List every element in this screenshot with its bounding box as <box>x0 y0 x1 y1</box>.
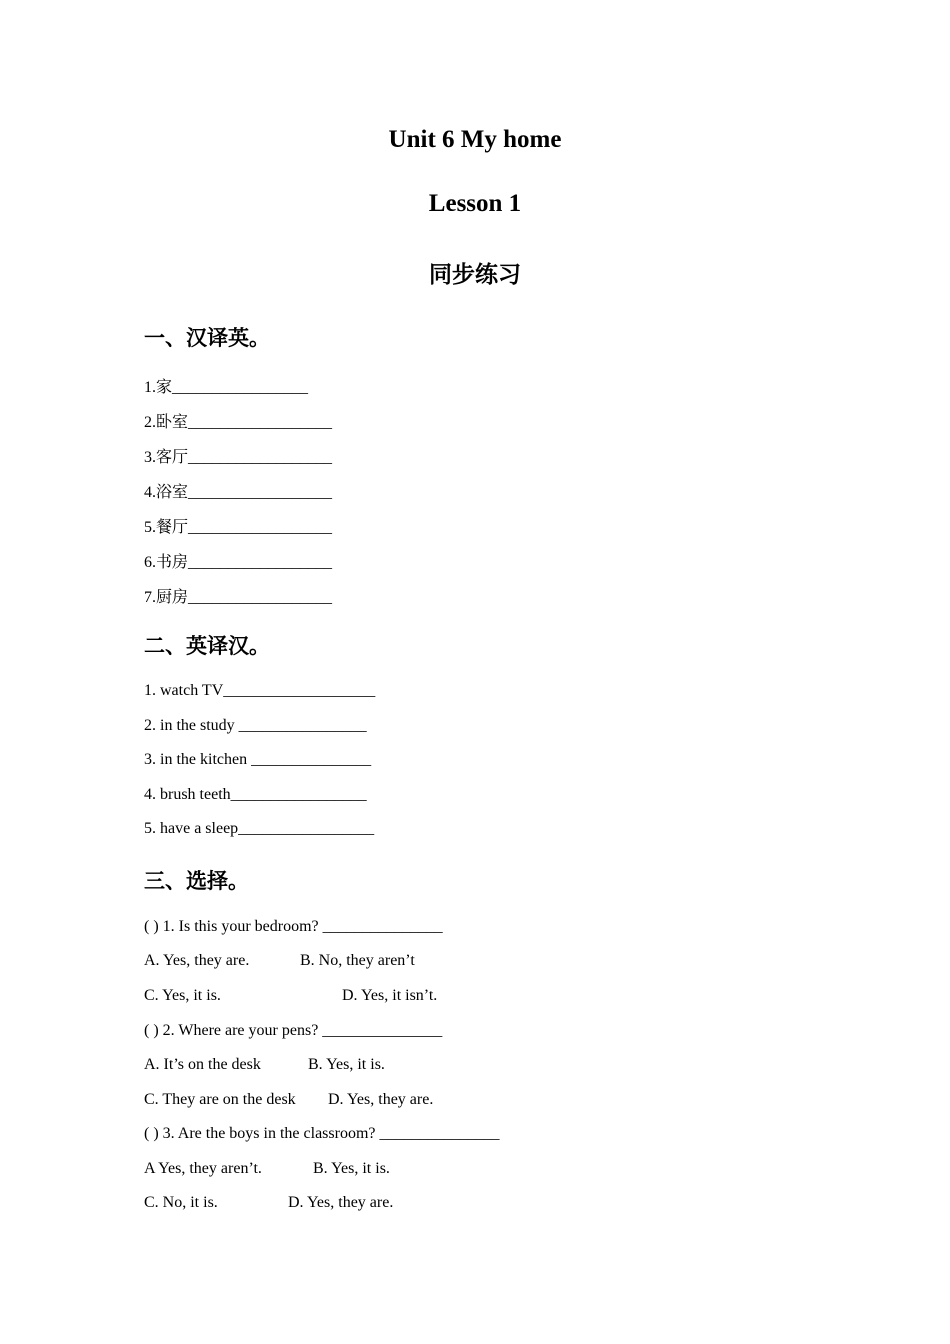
list-item: 1.家_________________ <box>144 379 309 396</box>
list-item: 2.卧室__________________ <box>144 414 333 431</box>
list-item: 4. brush teeth_________________ <box>144 786 367 803</box>
lesson-title: Lesson 1 <box>428 190 522 217</box>
list-item: 3. in the kitchen _______________ <box>144 751 372 768</box>
unit-title: Unit 6 My home <box>388 126 562 153</box>
option-c: C. No, it is. <box>144 1194 218 1211</box>
question-1: ( ) 1. Is this your bedroom? _______________ <box>144 918 443 935</box>
option-b: B. Yes, it is. <box>313 1160 390 1177</box>
option-c: C. They are on the desk <box>144 1091 296 1108</box>
list-item: 5. have a sleep_________________ <box>144 820 375 837</box>
option-d: D. Yes, it isn’t. <box>342 987 438 1004</box>
section-heading-2: 二、英译汉。 <box>144 634 270 658</box>
question-3: ( ) 3. Are the boys in the classroom? _______________ <box>144 1125 500 1142</box>
option-a: A Yes, they aren’t. <box>144 1160 262 1177</box>
option-c: C. Yes, it is. <box>144 987 221 1004</box>
list-item: 5.餐厅__________________ <box>144 519 333 536</box>
list-item: 4.浴室__________________ <box>144 484 333 501</box>
option-b: B. No, they aren’t <box>300 952 415 969</box>
question-2: ( ) 2. Where are your pens? _______________ <box>144 1022 443 1039</box>
option-d: D. Yes, they are. <box>288 1194 394 1211</box>
section-heading-3: 三、选择。 <box>144 869 249 893</box>
list-item: 6.书房__________________ <box>144 554 333 571</box>
option-a: A. Yes, they are. <box>144 952 250 969</box>
list-item: 2. in the study ________________ <box>144 717 367 734</box>
list-item: 1. watch TV___________________ <box>144 682 376 699</box>
option-b: B. Yes, it is. <box>308 1056 385 1073</box>
list-item: 7.厨房__________________ <box>144 589 333 606</box>
option-d: D. Yes, they are. <box>328 1091 434 1108</box>
section-heading-1: 一、汉译英。 <box>144 326 270 350</box>
exercise-title: 同步练习 <box>429 262 521 288</box>
option-a: A. It’s on the desk <box>144 1056 261 1073</box>
list-item: 3.客厅__________________ <box>144 449 333 466</box>
